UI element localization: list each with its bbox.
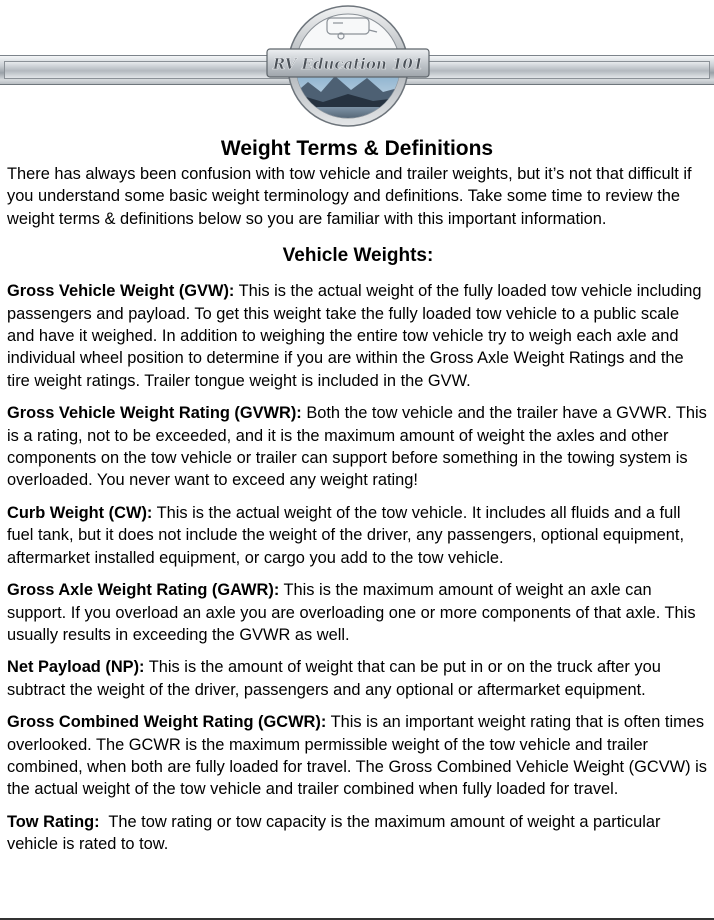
definition-text: This is the amount of weight that can be put in or on the truck after you subtract the weight of the driver, passengers and any optional or aftermarket equipment.	[7, 658, 661, 699]
definition-term: Gross Vehicle Weight Rating (GVWR):	[7, 404, 302, 423]
definition-text: This is the actual weight of the fully loaded tow vehicle including passengers and payload. To get this weight take the fully loaded tow vehicle to a public scale and have it weighed. In addition to weighing the entire tow vehicle try to weigh each axle and individual wheel position to determine if you are within the Gross Axle Weight Ratings and the tire weight ratings. Trailer tongue weight is included in the GVW.	[7, 282, 702, 390]
definition-text: Both the tow vehicle and the trailer have a GVWR. This is a rating, not to be exceeded, and it is the maximum amount of weight the axles and other components on the tow vehicle or trailer can support before something in the towing system is overloaded. You never want to exceed any weight rating!	[7, 404, 707, 490]
definition-term: Tow Rating:	[7, 812, 100, 831]
rv-education-logo	[263, 4, 433, 132]
document-body	[7, 163, 709, 866]
intro-paragraph: There has always been confusion with tow vehicle and trailer weights, but it’s not that difficult if you understand some basic weight terminology and definitions. Take some time to review the weight terms & definitions below so you are familiar with this important information.	[7, 165, 692, 228]
page-title: Weight Terms & Definitions	[220, 137, 494, 160]
definition-text: This is an important weight rating that is often times overlooked. The GCWR is the maximum permissible weight of the tow vehicle and trailer combined, when both are fully loaded for travel. The Gross Combined Vehicle Weight (GCVW) is the actual weight of the tow vehicle and trailer combined when fully loaded for travel.	[7, 713, 707, 799]
definition-gawr	[7, 579, 709, 646]
definition-text: The tow rating or tow capacity is the maximum amount of weight a particular vehicle is rated to tow.	[7, 812, 665, 854]
definition-cw	[7, 502, 709, 569]
definition-gvwr	[7, 402, 709, 492]
definition-term: Net Payload (NP):	[7, 658, 145, 677]
definition-gcwr	[7, 711, 709, 801]
definition-term: Gross Combined Weight Rating (GCWR):	[7, 713, 327, 732]
definition-text: This is the maximum amount of weight an axle can support. If you overload an axle you are overloading one or more components of that axle. This usually results in exceeding the GVWR as well.	[7, 581, 696, 644]
definition-term: Gross Vehicle Weight (GVW):	[7, 282, 235, 301]
definition-np	[7, 656, 709, 701]
definition-tow-rating	[7, 811, 709, 856]
definition-term: Gross Axle Weight Rating (GAWR):	[7, 581, 280, 600]
logo-text: RV Education 101	[272, 55, 424, 73]
header-banner	[0, 0, 714, 135]
definition-gvw	[7, 280, 709, 392]
section-heading: Vehicle Weights:	[282, 245, 434, 267]
definition-text: This is the actual weight of the tow vehicle. It includes all fluids and a full fuel tank, but it does not include the weight of the driver, any passengers, optional equipment, aftermarket installed equipment, or cargo you add to the tow vehicle.	[7, 503, 685, 567]
definition-term: Curb Weight (CW):	[7, 503, 153, 522]
